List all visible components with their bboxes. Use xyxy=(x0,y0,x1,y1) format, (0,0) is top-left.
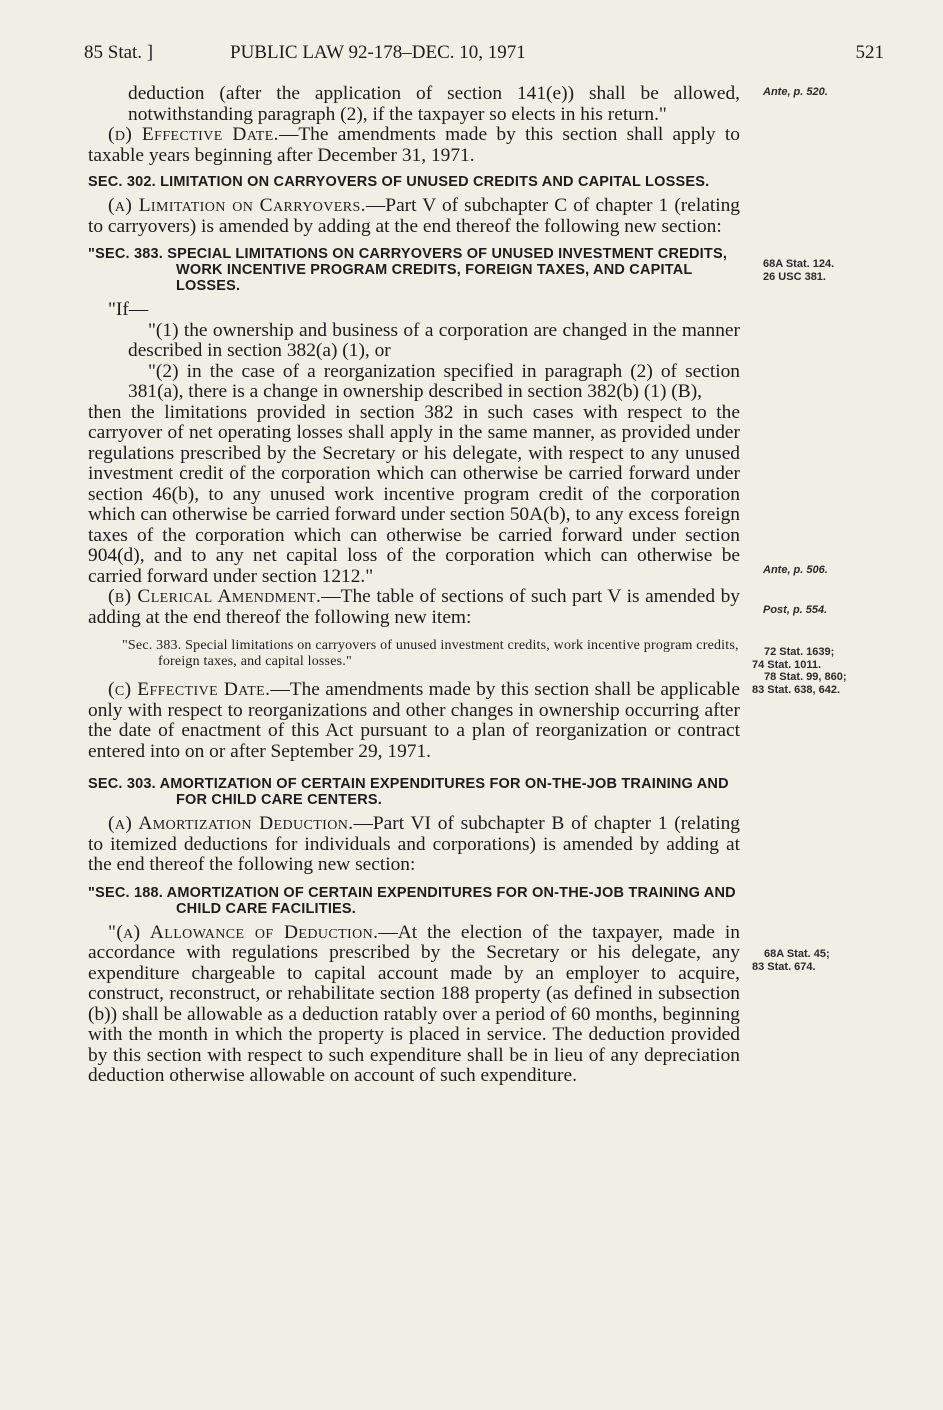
paragraph-lead: (b) Clerical Amendment. xyxy=(108,586,322,607)
paragraph-text: —Part VI of subchapter B of chapter 1 (relating to itemized deductions for individuals and corporations) is amended by adding at the end thereof the following new section: xyxy=(88,813,740,875)
paragraph-lead: (a) Amortization Deduction. xyxy=(108,813,354,834)
paragraph-text: —Part V of subchapter C of chapter 1 (relating to carryovers) is amended by adding at the end thereof the following new section: xyxy=(88,195,740,237)
paragraph-lead: "(a) Allowance of Deduction. xyxy=(108,921,379,943)
paragraph-lead: (d) Effective Date. xyxy=(108,124,279,145)
list-item-1: "(1) the ownership and business of a corporation are changed in the manner described in section 382(a) (1), or xyxy=(128,319,740,361)
paragraph-limitation-on-carryovers xyxy=(88,196,740,237)
paragraph-amortization-deduction xyxy=(88,814,740,876)
margin-note-stat-references: 72 Stat. 1639; 74 Stat. 1011. 78 Stat. 99, 860; 83 Stat. 638, 642. xyxy=(752,646,847,696)
paragraph-limitations: then the limitations provided in section 382 in such cases with respect to the carryover of net operating losses shall apply in the same manner, as provided under regulations prescribed by the Secretary or his delegate, with respect to any unused investment credit of the corporation which can otherwise be carried forward under section 46(b), to any unused work incentive program credit of the corporation which can otherwise be carried forward under section 50A(b), to any excess foreign taxes of the corporation which can otherwise be carried forward under section 904(d), and to any net capital loss of the corporation which can otherwise be carried forward under section 1212." xyxy=(88,401,740,587)
body-text xyxy=(88,84,740,1087)
paragraph-clerical-amendment xyxy=(88,587,740,628)
margin-note-68a-stat-45: 68A Stat. 45; 83 Stat. 674. xyxy=(752,948,830,973)
margin-note-ante-506: Ante, p. 506. xyxy=(763,564,828,576)
header-title: PUBLIC LAW 92-178–DEC. 10, 1971 xyxy=(230,42,526,63)
page-number: 521 xyxy=(855,42,884,63)
margin-note-68a-stat-124: 68A Stat. 124. 26 USC 381. xyxy=(763,258,835,283)
section-heading-188: "SEC. 188. AMORTIZATION OF CERTAIN EXPENDITURES FOR ON-THE-JOB TRAINING AND CHILD CARE FACILITIES. xyxy=(88,884,736,917)
paragraph-lead: (c) Effective Date. xyxy=(108,679,271,700)
section-heading-303: SEC. 303. AMORTIZATION OF CERTAIN EXPENDITURES FOR ON-THE-JOB TRAINING AND FOR CHILD CARE CENTERS. xyxy=(88,776,729,808)
margin-note-post-554: Post, p. 554. xyxy=(763,604,828,616)
paragraph-continuation: deduction (after the application of section 141(e)) shall be allowed, notwithstanding paragraph (2), if the taxpayer so elects in his return." xyxy=(128,83,740,125)
margin-note-ante-520: Ante, p. 520. xyxy=(763,86,828,98)
paragraph-lead: (a) Limitation on Carryovers. xyxy=(108,195,366,216)
paragraph-effective-date-c xyxy=(88,680,740,762)
paragraph-text: —The table of sections of such part V is amended by adding at the end thereof the following new item: xyxy=(88,586,740,628)
paragraph-allowance-of-deduction xyxy=(88,923,740,1087)
header-stat-reference: 85 Stat. ] xyxy=(84,42,154,63)
if-line: "If— xyxy=(108,299,149,320)
paragraph-text: —At the election of the taxpayer, made in accordance with regulations prescribed by the Secretary or his delegate, any expenditure chargeable to capital account made by an employer to acquire, construct, reconstruct, or rehabilitate section 188 property (as defined in subsection (b)) shall be allowable as a deduction ratably over a period of 60 months, beginning with the month in which the property is placed in service. The deduction provided by this section with respect to such expenditure shall be in lieu of any depreciation deduction otherwise allowable on account of such expenditure. xyxy=(88,921,740,1086)
section-heading-302: SEC. 302. LIMITATION ON CARRYOVERS OF UNUSED CREDITS AND CAPITAL LOSSES. xyxy=(88,174,710,190)
page-header xyxy=(84,42,884,72)
list-item-2: "(2) in the case of a reorganization specified in paragraph (2) of section 381(a), there is a change in ownership described in section 382(b) (1) (B), xyxy=(128,360,740,402)
paragraph-text: —The amendments made by this section shall apply to taxable years beginning after December 31, 1971. xyxy=(88,124,741,166)
table-of-sections-item: "Sec. 383. Special limitations on carryovers of unused investment credits, work incentive program credits, foreign taxes, and capital losses." xyxy=(122,638,739,669)
paragraph-effective-date-d xyxy=(88,125,740,166)
section-heading-383: "SEC. 383. SPECIAL LIMITATIONS ON CARRYOVERS OF UNUSED INVESTMENT CREDITS, WORK INCENTIVE PROGRAM CREDITS, FOREIGN TAXES, AND CAPITAL LOSSES. xyxy=(88,246,728,294)
paragraph-text: —The amendments made by this section shall be applicable only with respect to reorganizations and other changes in ownership occurring after the date of enactment of this Act pursuant to a plan of reorganization or contract entered into on or after September 29, 1971. xyxy=(88,679,740,762)
